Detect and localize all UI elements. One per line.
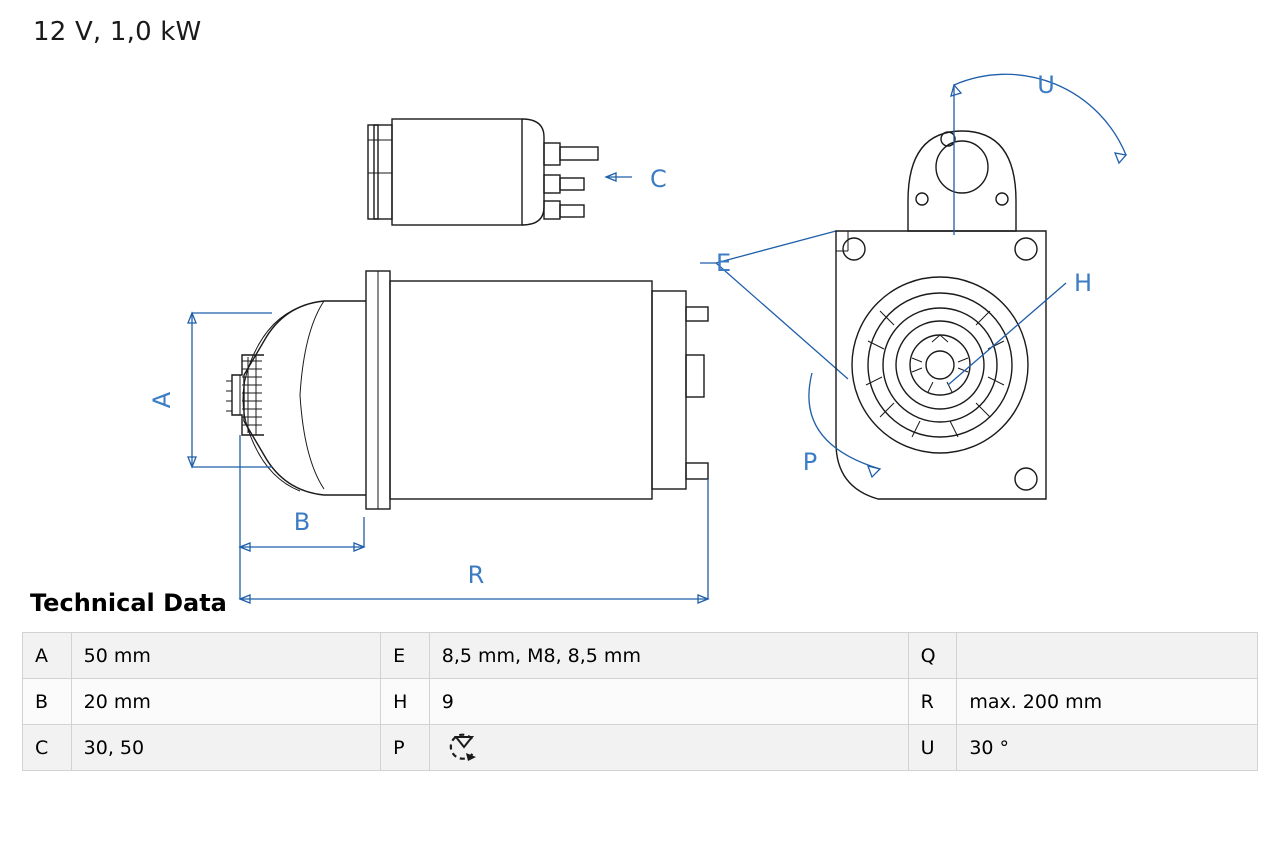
row-value-h: 9 — [429, 679, 908, 725]
dim-label-B: B — [293, 508, 311, 536]
dim-label-R: R — [467, 561, 485, 589]
row-value-u: 30 ° — [957, 725, 1258, 771]
row-value-e: 8,5 mm, M8, 8,5 mm — [429, 633, 908, 679]
motor-housing — [226, 271, 708, 509]
dimension-lines-side — [148, 165, 848, 603]
technical-data-table — [22, 632, 1258, 771]
table-row — [23, 633, 1258, 679]
rotation-clockwise-icon — [442, 731, 486, 765]
row-key-e: E — [381, 633, 430, 679]
row-key-h: H — [381, 679, 430, 725]
dim-label-U: U — [1037, 71, 1055, 99]
row-key-c: C — [23, 725, 72, 771]
row-key-q: Q — [908, 633, 957, 679]
dim-label-H: H — [1074, 269, 1093, 297]
dim-label-A: A — [148, 391, 176, 409]
dim-label-C: C — [650, 165, 667, 193]
row-value-a: 50 mm — [71, 633, 380, 679]
row-value-b: 20 mm — [71, 679, 380, 725]
page-title: 12 V, 1,0 kW — [33, 17, 202, 47]
row-key-b: B — [23, 679, 72, 725]
technical-data-heading: Technical Data — [30, 589, 227, 617]
table-row — [23, 679, 1258, 725]
starter-motor-technical-drawing — [0, 55, 1280, 589]
row-value-p — [429, 725, 908, 771]
row-value-c: 30, 50 — [71, 725, 380, 771]
solenoid-assembly — [368, 119, 598, 225]
row-key-p: P — [381, 725, 430, 771]
dim-label-P: P — [802, 448, 818, 476]
row-value-r: max. 200 mm — [957, 679, 1258, 725]
row-value-q — [957, 633, 1258, 679]
dim-label-E: E — [716, 249, 732, 277]
side-view-group — [226, 119, 708, 509]
table-row — [23, 725, 1258, 771]
row-key-u: U — [908, 725, 957, 771]
front-view-group — [836, 131, 1046, 499]
row-key-a: A — [23, 633, 72, 679]
row-key-r: R — [908, 679, 957, 725]
